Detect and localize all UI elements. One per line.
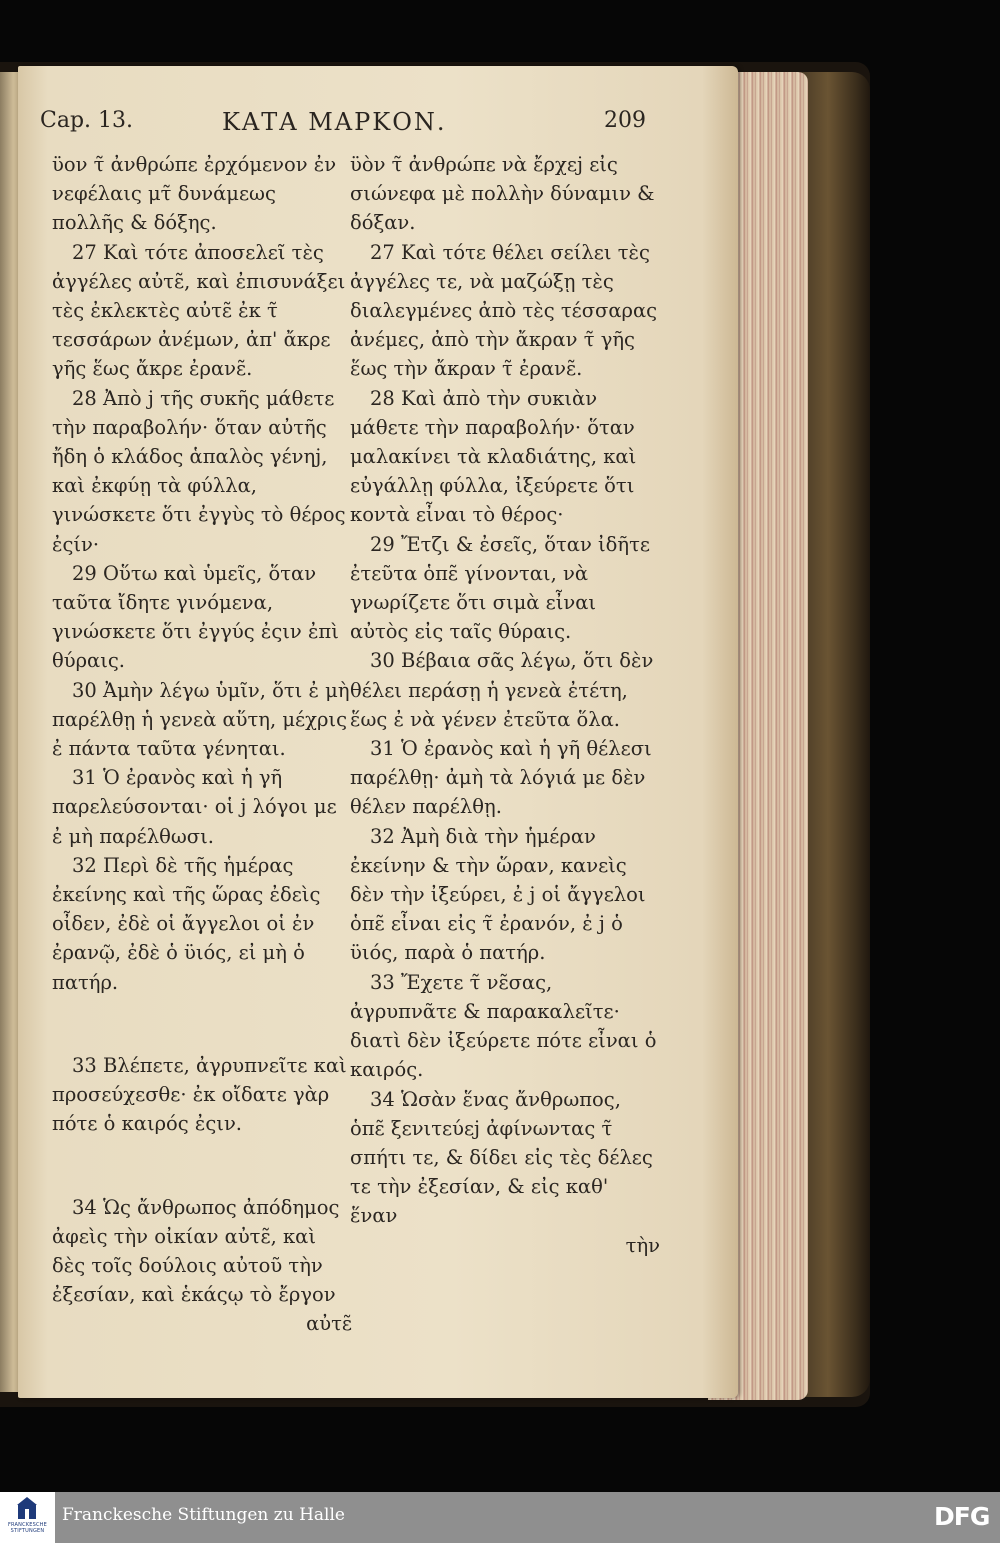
verse-paragraph: 30 Βέβαια σᾶς λέγω, ὅτι δὲν θέλει περάσῃ ἡ γενεὰ ἐτέτη, ἕως ἐ νὰ γένεν ἐτεῦτα ὅλα. [350,649,654,731]
verse-paragraph: 32 Ἀμὴ διὰ τὴν ἡμέραν ἐκείνην & τὴν ὥραν, κανεὶς δὲν τὴν ἰξεύρει, ἐ ϳ οἱ ἄγγελοι ὁπε̃ εἶναι εἰς τ̃ ἐρανόν, ἐ ϳ ὁ ϋιός, παρὰ ὁ πατήρ. [350,824,646,965]
footer-bar [0,1492,1000,1543]
vernacular-column [350,150,660,1260]
institution-name[interactable]: Franckesche Stiftungen zu Halle [62,1505,345,1525]
running-title: ΚΑΤΑ ΜΑΡΚΟΝ. [222,108,447,136]
verse-paragraph: 31 Ὁ ἐρανὸς καὶ ἡ γῆ παρελεύσονται· οἱ ϳ λόγοι με ἐ μὴ παρέλθωσι. [52,766,337,848]
verse-paragraph: 29 Οὕτω καὶ ὑμεῖς, ὅταν ταῦτα ἴδητε γινόμενα, γινώσκετε ὅτι ἐγγύς ἐςιν ἐπὶ θύραις. [52,561,339,673]
book-cover [800,72,870,1397]
greek-column [52,150,352,1339]
verse-paragraph: 33 Ἔχετε τ̃ νε̃σας, ἀγρυπνᾶτε & παρακαλεῖτε· διατὶ δὲν ἰξεύρετε πότε εἶναι ὁ καιρός. [350,970,657,1082]
verse-paragraph: 31 Ὁ ἐρανὸς καὶ ἡ γῆ θέλεσι παρέλθῃ· ἀμὴ τὰ λόγιά με δὲν θέλεν παρέλθῃ. [350,737,652,819]
verse-paragraph: ϋον τ̃ ἀνθρώπε ἐρχόμενον ἐν νεφέλαις μτ̃ δυνάμεως πολλῆς & δόξης. [52,153,337,235]
verse-paragraph: 34 Ὡσὰν ἕνας ἄνθρωπος, ὁπε̃ ξενιτεύεϳ ἀφίνωντας τ̃ σπήτι τε, & δίδει εἰς τὲς δέλες τε τὴν ἐξεσίαν, & εἰς καθ' ἕναν [350,1087,653,1228]
verse-paragraph: 27 Καὶ τότε θέλει σείλει τὲς ἀγγέλες τε, νὰ μαζώξῃ τὲς διαλεγμένες ἀπὸ τὲς τέσσαρας ἀνέμες, ἀπὸ τὴν ἄκραν τ̃ γῆς ἕως τὴν ἄκραν τ̃ ἐρανε̃. [350,240,658,381]
institution-logo[interactable] [0,1492,55,1543]
verse-paragraph: 28 Καὶ ἀπὸ τὴν συκιὰν μάθετε τὴν παραβολήν· ὅταν μαλακίνει τὰ κλαδιάτης, καὶ εὐγάλλῃ φύλλα, ἰξεύρετε ὅτι κοντὰ εἶναι τὸ θέρος· [350,386,637,527]
catchword: τὴν [625,1233,660,1257]
dfg-logo[interactable]: DFG [934,1502,990,1531]
verse-paragraph: 32 Περὶ δὲ τῆς ἡμέρας ἐκείνης καὶ τῆς ὥρας ἐδεὶς οἶδεν, ἐδὲ οἱ ἄγγελοι οἱ ἐν ἐρανῷ, ἐδὲ ὁ ϋιός, εἰ μὴ ὁ πατήρ. [52,853,321,994]
verse-paragraph: 33 Βλέπετε, ἀγρυπνεῖτε καὶ προσεύχεσθε· ἐκ οἴδατε γὰρ πότε ὁ καιρός ἐςιν. [52,1053,347,1136]
verse-paragraph: ϋὸν τ̃ ἀνθρώπε νὰ ἔρχεϳ εἰς σιώνεφα μὲ πολλὴν δύναμιν & δόξαν. [350,153,655,235]
logo-wordmark: FRANCKESCHE STIFTUNGEN [7,1522,48,1534]
page-number: 209 [604,108,646,133]
verse-paragraph: 29 Ἔτζι & ἐσεῖς, ὅταν ἰδῆτε ἐτεῦτα ὁπε̃ γίνονται, νὰ γνωρίζετε ὅτι σιμὰ εἶναι αὐτὸς εἰς ταῖς θύραις. [350,532,650,644]
franckesche-emblem-icon [17,1497,37,1519]
verse-paragraph: 27 Καὶ τότε ἀποσελεῖ τὲς ἀγγέλες αὐτε̃, καὶ ἐπισυνάξει τὲς ἐκλεκτὲς αὐτε̃ ἐκ τ̃ τεσσάρων ἀνέμων, ἀπ' ἄκρε γῆς ἕως ἄκρε ἐρανε̃. [52,240,346,381]
running-header [0,108,1000,142]
catchword: αὐτε̃ [306,1312,352,1336]
verse-paragraph: 28 Ἀπὸ ϳ τῆς συκῆς μάθετε τὴν παραβολήν· ὅταν αὐτῆς ἤδη ὁ κλάδος ἁπαλὸς γένηϳ, καὶ ἐκφύῃ τὰ φύλλα, γινώσκετε ὅτι ἐγγὺς τὸ θέρος ἐςίν· [52,386,346,556]
verse-paragraph: 30 Ἀμὴν λέγω ὑμῖν, ὅτι ἐ μὴ παρέλθῃ ἡ γενεὰ αὕτη, μέχρις ἐ πάντα ταῦτα γένηται. [52,678,350,761]
verse-paragraph: 34 Ὡς ἄνθρωπος ἀπόδημος ἀφεὶς τὴν οἰκίαν αὐτε̃, καὶ δὲς τοῖς δούλοις αὐτοῦ τὴν ἐξεσίαν, καὶ ἑκάςῳ τὸ ἔργον [52,1195,340,1307]
chapter-label: Cap. 13. [40,108,134,133]
